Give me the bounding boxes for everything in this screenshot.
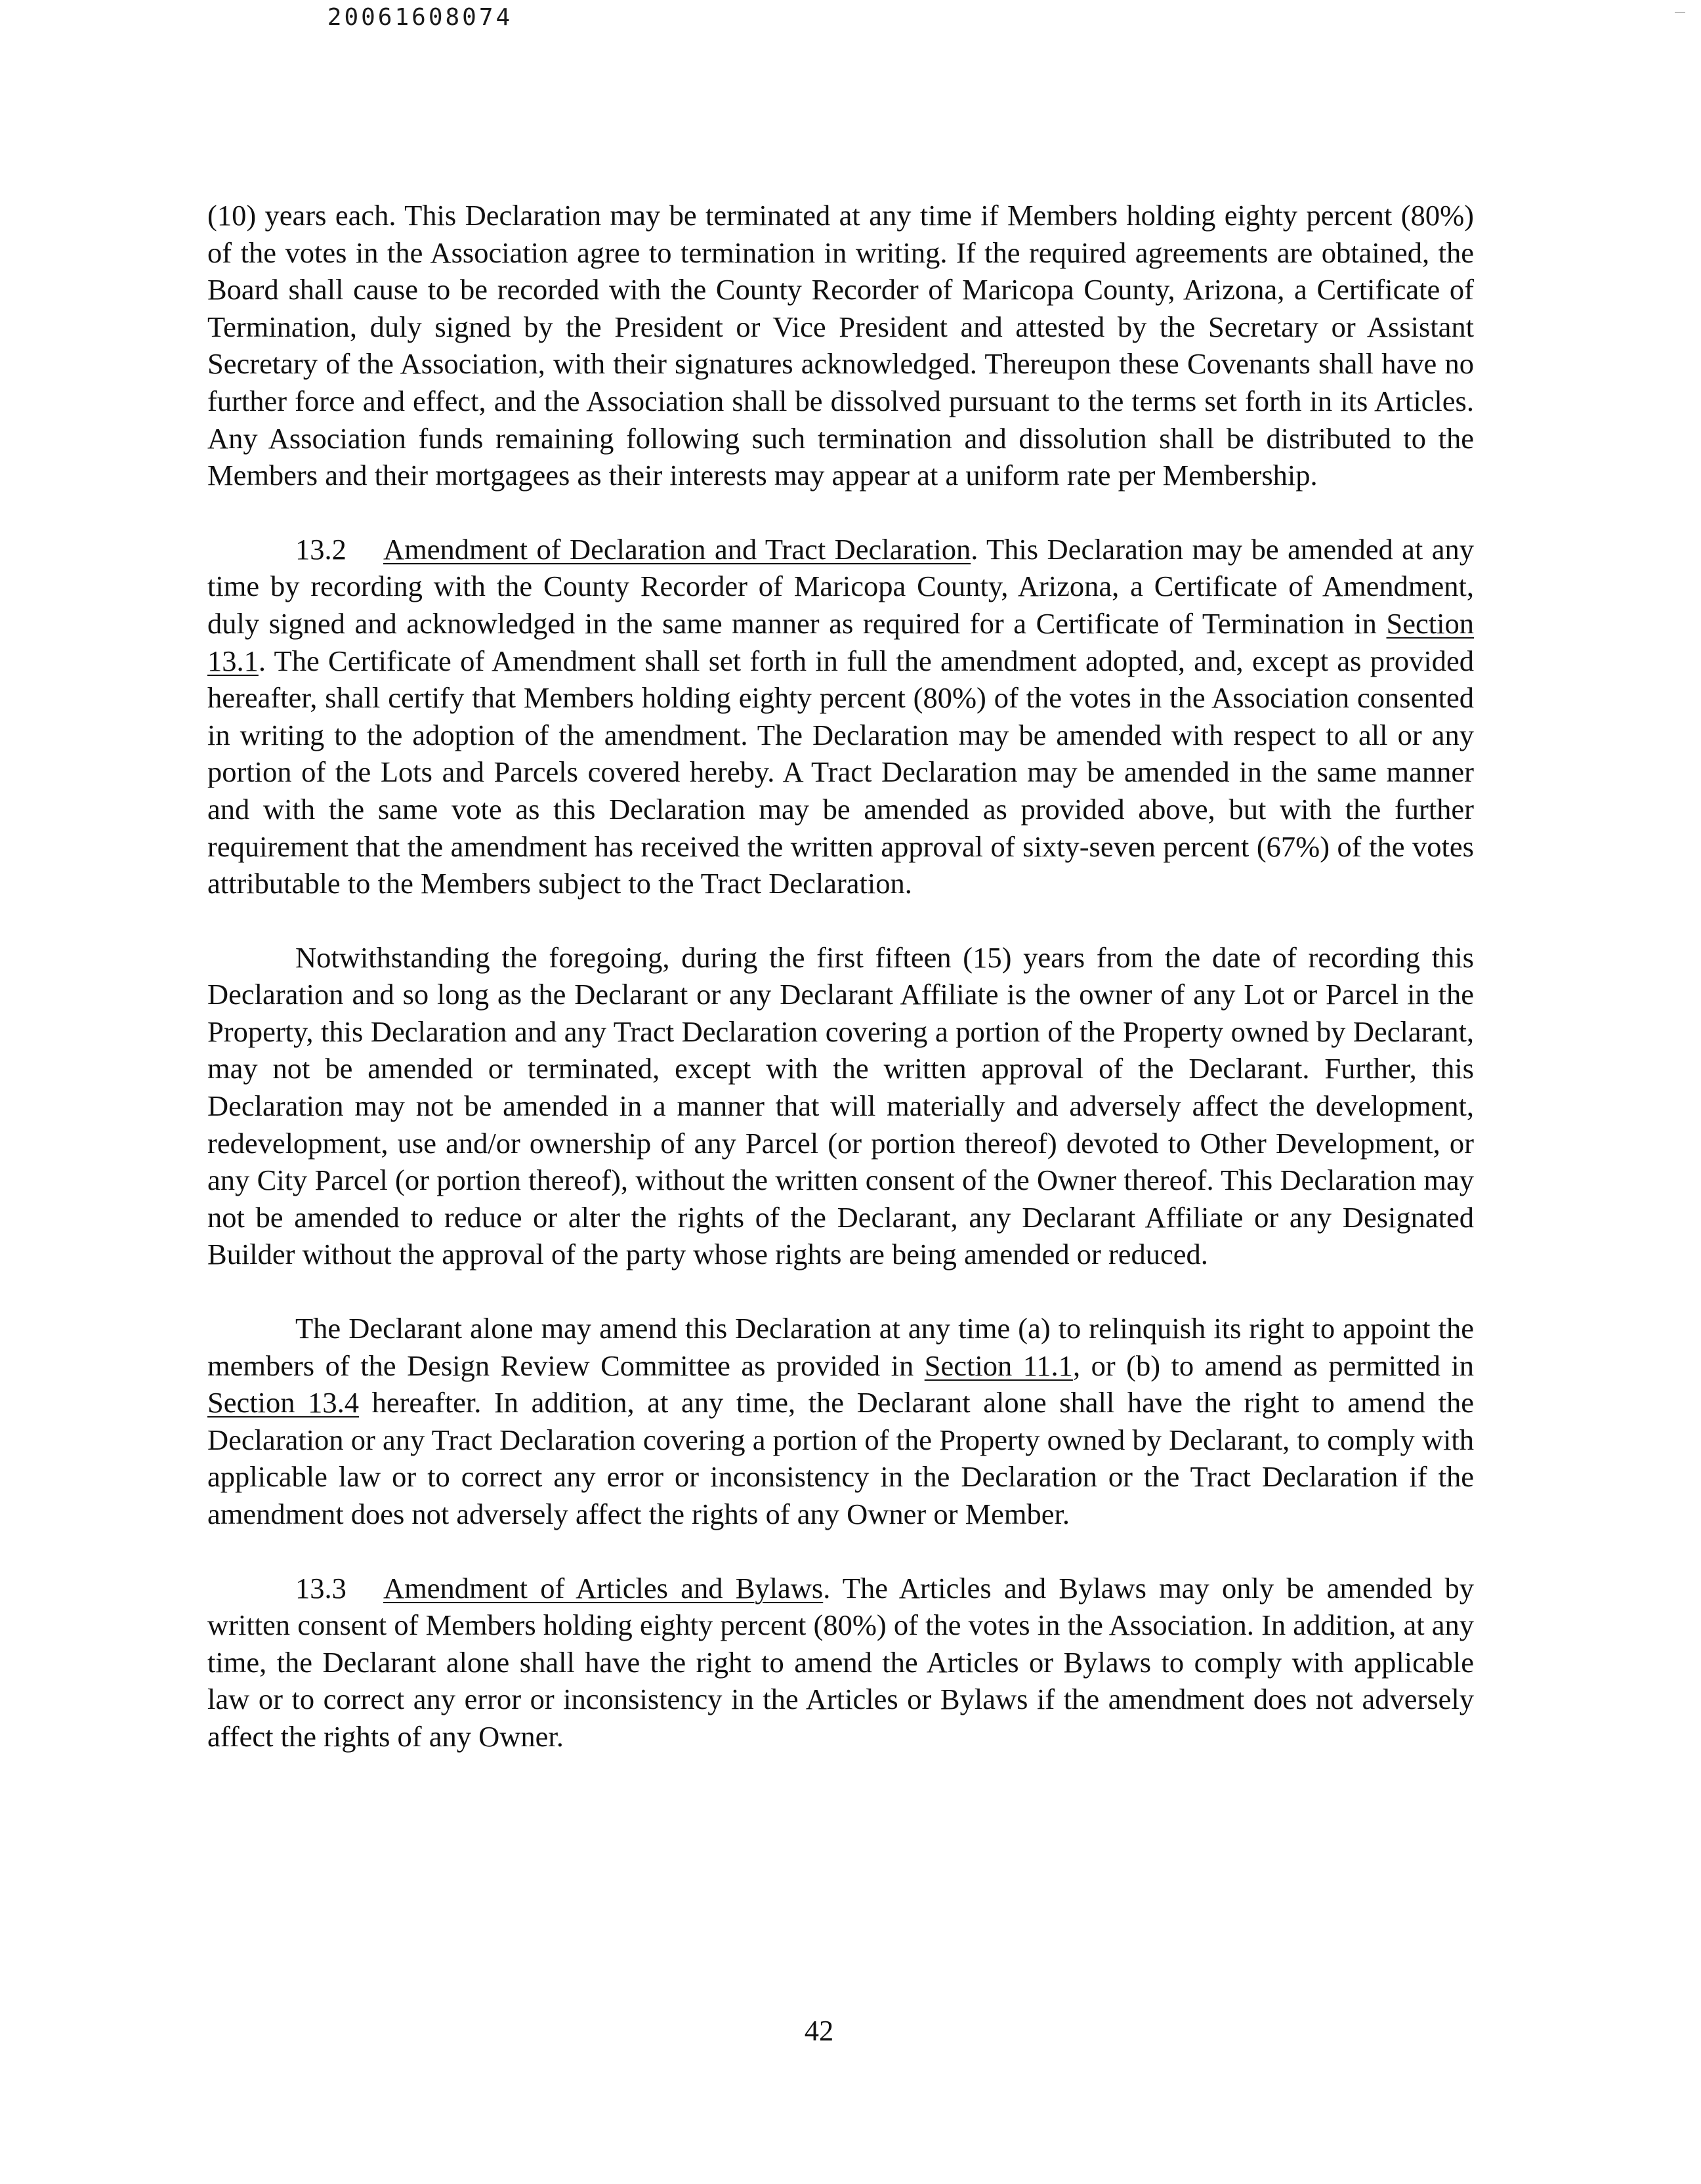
section-number: 13.2	[295, 532, 346, 566]
section-13-3	[207, 1570, 1474, 1755]
section-reference-13-1: Section 13.1	[207, 606, 1474, 677]
section-heading: Amendment of Declaration and Tract Declaration	[383, 532, 971, 566]
section-text: . The Certificate of Amendment shall set forth in full the amendment adopted, and, except as provided hereafter, shall certify that Members holding eighty percent (80%) of the votes in the Association consented in writing to the adoption of the amendment. The Declaration may be amended with respect to all or any portion of the Lots and Parcels covered hereby. A Tract Declaration may be amended in the same manner and with the same vote as this Declaration may be amended as provided above, but with the further requirement that the amendment has received the written approval of sixty-seven percent (67%) of the votes attributable to the Members subject to the Tract Declaration.	[207, 644, 1474, 900]
paragraph-text: The Declarant alone may amend this Declaration at any time (a) to relinquish its right to appoint the members of the Design Review Committee as provided in	[207, 1312, 1474, 1382]
paragraph-declarant-alone	[207, 1310, 1474, 1533]
section-number: 13.3	[295, 1571, 346, 1605]
document-number: 20061608074	[327, 4, 513, 31]
section-heading: Amendment of Articles and Bylaws	[383, 1571, 824, 1605]
scan-mark	[1675, 12, 1685, 13]
paragraph-notwithstanding: Notwithstanding the foregoing, during the first fifteen (15) years from the date of recording this Declaration and so long as the Declarant or any Declarant Affiliate is the owner of any Lot or Parcel in the Property, this Declaration and any Tract Declaration covering a portion of the Property owned by Declarant, may not be amended or terminated, except with the written approval of the Declarant. Further, this Declaration may not be amended in a manner that will materially and adversely affect the development, redevelopment, use and/or ownership of any Parcel (or portion thereof) devoted to Other Development, or any City Parcel (or portion thereof), without the written consent of the Owner thereof. This Declaration may not be amended to reduce or alter the rights of the Declarant, any Declarant Affiliate or any Designated Builder without the approval of the party whose rights are being amended or reduced.	[207, 940, 1474, 1271]
section-text: . The Articles and Bylaws may only be amended by written consent of Members holding eighty percent (80%) of the votes in the Association. In addition, at any time, the Declarant alone shall have the right to amend the Articles or Bylaws to comply with applicable law or to correct any error or inconsistency in the Articles or Bylaws if the amendment does not adversely affect the rights of any Owner.	[207, 1571, 1474, 1753]
section-reference-13-4: Section 13.4	[207, 1386, 359, 1419]
section-13-2	[207, 531, 1474, 902]
section-reference-11-1: Section 11.1	[924, 1349, 1073, 1382]
section-text: . This Declaration may be amended at any time by recording with the County Recorder of Maricopa County, Arizona, a Certificate of Amendment, duly signed and acknowledged in the same manner as required for a Certificate of Termination in	[207, 532, 1474, 640]
paragraph-text: hereafter. In addition, at any time, the Declarant alone shall have the right to amend the Declaration or any Tract Declaration covering a portion of the Property owned by Declarant, to comply with applicable law or to correct any error or inconsistency in the Declaration or the Tract Declaration if the amendment does not adversely affect the rights of any Owner or Member.	[207, 1386, 1474, 1530]
paragraph-text: , or (b) to amend as permitted in	[1072, 1349, 1474, 1382]
document-body	[207, 197, 1474, 1755]
paragraph-termination-continued: (10) years each. This Declaration may be terminated at any time if Members holding eighty percent (80%) of the votes in the Association agree to termination in writing. If the required agreements are obtained, the Board shall cause to be recorded with the County Recorder of Maricopa County, Arizona, a Certificate of Termination, duly signed by the President or Vice President and attested by the Secretary or Assistant Secretary of the Association, with their signatures acknowledged. Thereupon these Covenants shall have no further force and effect, and the Association shall be dissolved pursuant to the terms set forth in its Articles. Any Association funds remaining following such termination and dissolution shall be distributed to the Members and their mortgagees as their interests may appear at a uniform rate per Membership.	[207, 199, 1474, 492]
page-number: 42	[804, 2014, 834, 2047]
